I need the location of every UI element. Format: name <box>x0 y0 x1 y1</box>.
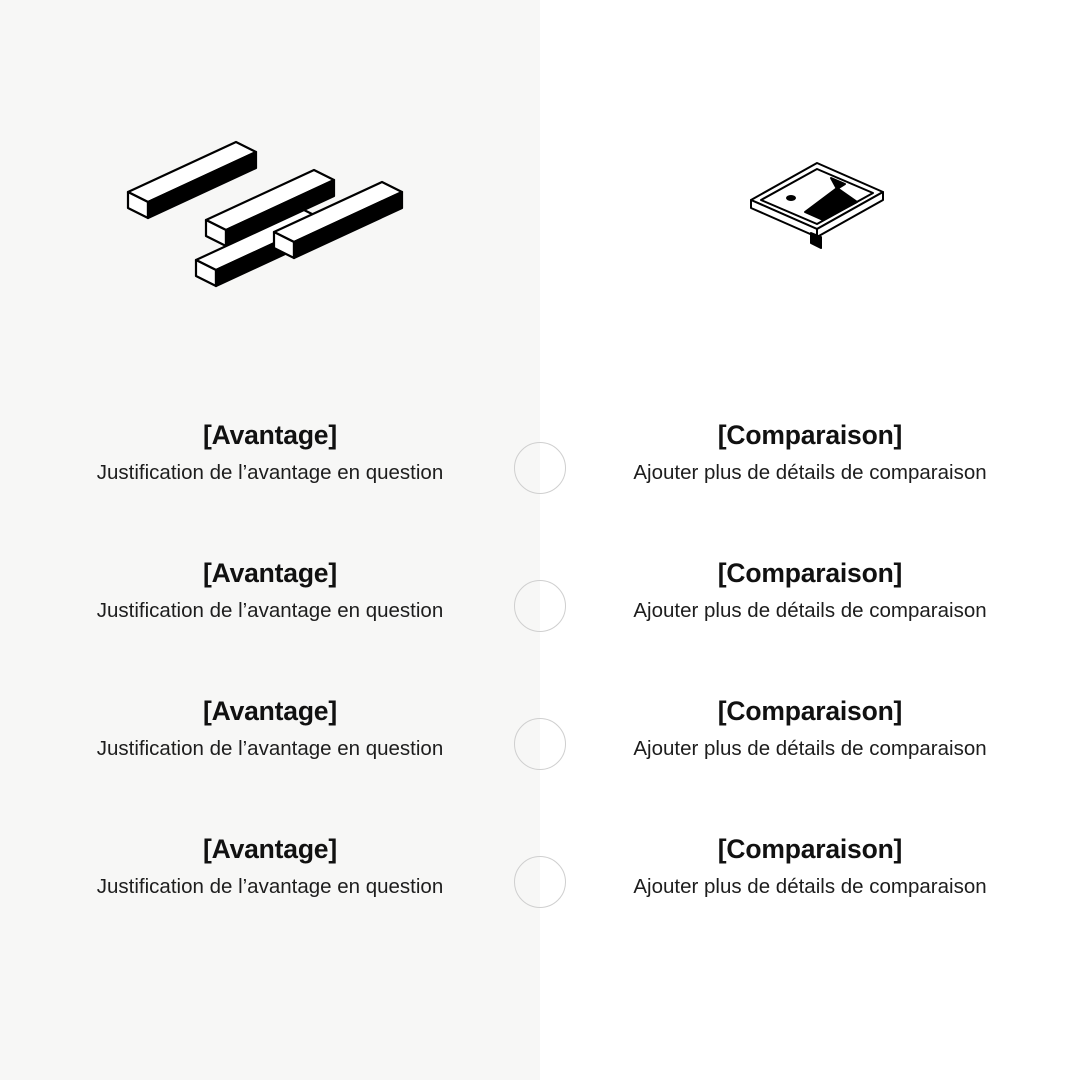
isometric-card-icon <box>745 140 895 260</box>
advantage-cell <box>70 420 470 489</box>
row-node-marker[interactable] <box>514 718 566 770</box>
table-row <box>0 834 1080 972</box>
advantage-cell <box>70 558 470 627</box>
advantage-description: Justification de l’avantage en question <box>96 737 444 761</box>
comparison-rows <box>0 420 1080 972</box>
comparison-cell <box>610 558 1010 627</box>
table-row <box>0 558 1080 696</box>
comparison-cell <box>610 834 1010 903</box>
row-node-marker[interactable] <box>514 856 566 908</box>
comparison-description: Ajouter plus de détails de comparaison <box>633 461 987 485</box>
advantage-cell <box>70 834 470 903</box>
table-row <box>0 420 1080 558</box>
advantage-cell <box>70 696 470 765</box>
advantage-description: Justification de l’avantage en question <box>96 599 444 623</box>
left-illustration-area <box>0 0 540 330</box>
row-node-marker[interactable] <box>514 580 566 632</box>
table-row <box>0 696 1080 834</box>
isometric-bars-icon <box>110 120 430 290</box>
comparison-title: [Comparaison] <box>717 420 903 450</box>
comparison-description: Ajouter plus de détails de comparaison <box>633 737 987 761</box>
advantage-title: [Avantage] <box>203 696 337 726</box>
advantage-title: [Avantage] <box>203 834 337 864</box>
right-illustration-area <box>540 0 1080 330</box>
comparison-cell <box>610 420 1010 489</box>
comparison-title: [Comparaison] <box>717 696 903 726</box>
advantage-title: [Avantage] <box>203 420 337 450</box>
row-node-marker[interactable] <box>514 442 566 494</box>
advantage-description: Justification de l’avantage en question <box>96 875 444 899</box>
advantage-title: [Avantage] <box>203 558 337 588</box>
comparison-title: [Comparaison] <box>717 834 903 864</box>
comparison-description: Ajouter plus de détails de comparaison <box>633 875 987 899</box>
comparison-cell <box>610 696 1010 765</box>
advantage-description: Justification de l’avantage en question <box>96 461 444 485</box>
comparison-description: Ajouter plus de détails de comparaison <box>633 599 987 623</box>
comparison-title: [Comparaison] <box>717 558 903 588</box>
